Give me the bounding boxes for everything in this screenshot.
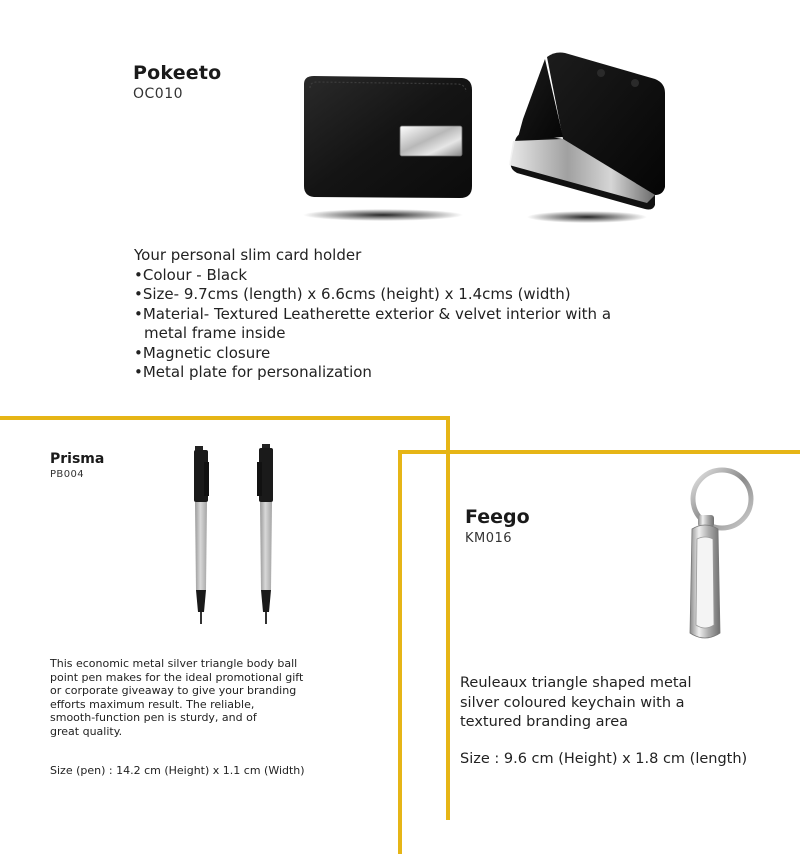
prisma-size: Size (pen) : 14.2 cm (Height) x 1.1 cm (Width) — [50, 764, 305, 777]
card-holder-open-image — [505, 45, 675, 235]
prisma-desc-line: point pen makes for the ideal promotional gift — [50, 670, 304, 684]
pokeeto-desc-line: •Material- Textured Leatherette exterior & velvet interior with a — [134, 304, 612, 323]
prisma-desc-line: smooth-function pen is sturdy, and of — [50, 711, 257, 725]
card-holder-closed-image — [290, 62, 490, 232]
pokeeto-description — [134, 246, 654, 383]
prisma-code: PB004 — [50, 469, 84, 480]
pokeeto-desc-line: •Metal plate for personalization — [134, 363, 372, 381]
prisma-description — [50, 657, 350, 739]
pokeeto-desc-line: •Size- 9.7cms (length) x 6.6cms (height) x 1.4cms (width) — [134, 285, 571, 303]
prisma-desc-line: great quality. — [50, 724, 123, 738]
feego-code: KM016 — [465, 531, 513, 546]
feego-title: Feego — [465, 506, 530, 528]
feego-size: Size : 9.6 cm (Height) x 1.8 cm (length) — [460, 751, 748, 767]
pokeeto-desc-line: •Magnetic closure — [134, 343, 271, 362]
keychain-image — [670, 465, 780, 650]
pokeeto-desc-line: Your personal slim card holder — [134, 246, 362, 264]
prisma-desc-line: This economic metal silver triangle body ball — [50, 657, 298, 670]
pokeeto-desc-line: •Colour - Black — [134, 265, 248, 284]
pens-image — [185, 440, 285, 635]
pokeeto-desc-line: metal frame inside — [144, 324, 286, 342]
prisma-title: Prisma — [50, 451, 105, 467]
prisma-desc-line: or corporate giveaway to give your branding — [50, 684, 297, 698]
feego-description — [460, 674, 691, 733]
prisma-desc-line: efforts maximum result. The reliable, — [50, 697, 255, 711]
feego-desc-line: textured branding area — [460, 714, 628, 730]
feego-desc-line: silver coloured keychain with a — [460, 694, 685, 711]
feego-desc-line: Reuleaux triangle shaped metal — [460, 675, 692, 691]
pokeeto-code: OC010 — [133, 86, 184, 102]
pokeeto-title: Pokeeto — [133, 62, 222, 84]
